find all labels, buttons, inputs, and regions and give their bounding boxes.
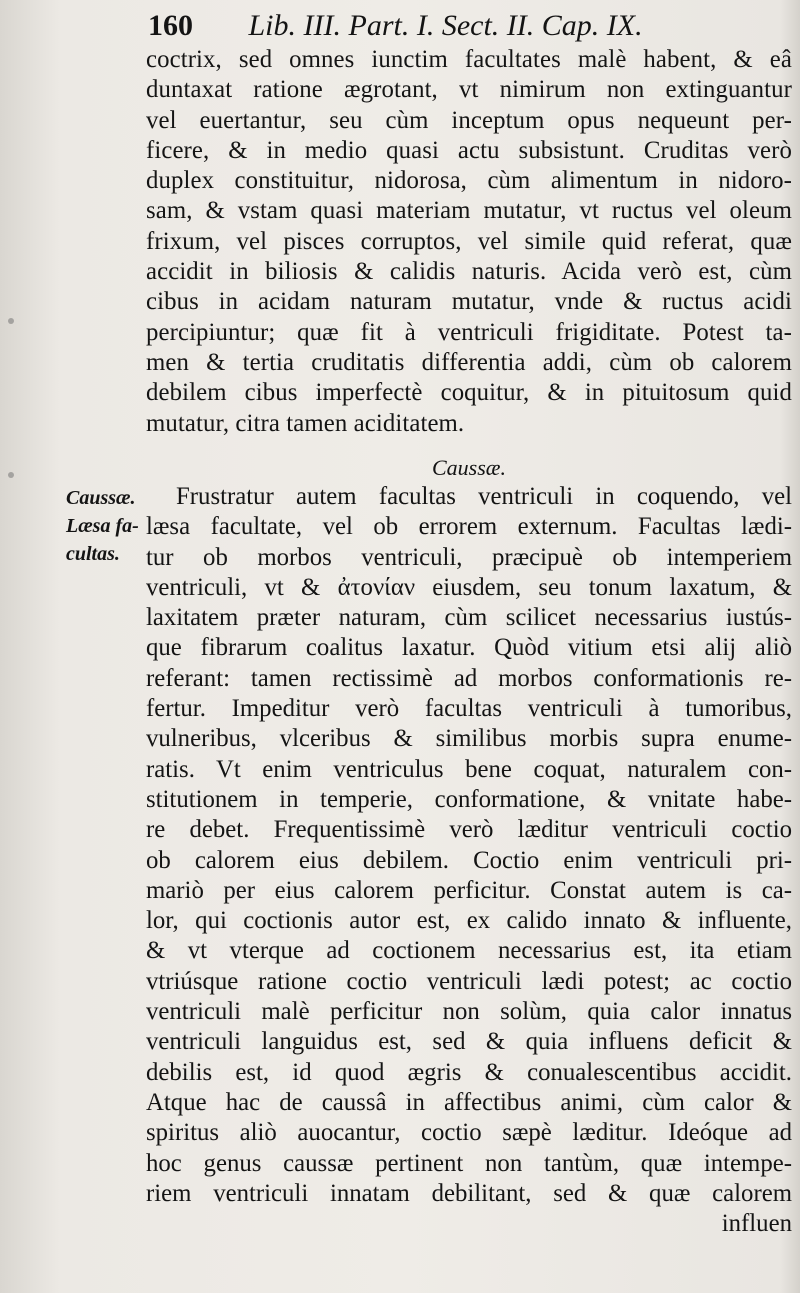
margin-note-laesa: Læsa fa- [66, 515, 139, 537]
text-line: hoc genus caussæ pertinent non tantùm, quæ intempe- [146, 1149, 792, 1177]
text-line: lor, qui coctionis autor est, ex calido innato & influente, [146, 907, 792, 935]
page-speck [8, 472, 14, 478]
text-line: debilem cibus imperfectè coquitur, & in pituitosum quid [146, 379, 792, 407]
top-paragraph [146, 45, 792, 439]
margin-note-cultas: cultas. [66, 543, 120, 565]
text-line: referant: tamen rectissimè ad morbos conformationis re- [146, 664, 792, 692]
page-speck [8, 318, 14, 324]
running-title: Lib. III. Part. I. Sect. II. Cap. IX. [248, 9, 643, 42]
margin-note-caussae: Caussæ. [66, 487, 136, 509]
text-line: stitutionem in temperie, conformatione, & vnitate habe- [146, 785, 792, 813]
text-line: Frustratur autem facultas ventriculi in coquendo, vel [176, 483, 792, 510]
text-line: ficere, & in medio quasi actu subsistunt. Cruditas verò [146, 136, 792, 164]
text-line: duplex constituitur, nidorosa, cùm alimentum in nidoro- [146, 167, 792, 195]
text-line: riem ventriculi innatam debilitant, sed & quæ calorem [146, 1179, 792, 1207]
text-line: læsa facultate, vel ob errorem externum. Facultas lædi- [146, 513, 792, 541]
text-line: fertur. Impeditur verò facultas ventriculi à tumoribus, [146, 695, 792, 723]
text-line: duntaxat ratione ægrotant, vt nimirum non extinguantur [146, 76, 792, 104]
section-heading: Caussæ. [432, 455, 506, 480]
text-line: mutatur, citra tamen aciditatem. [146, 409, 465, 437]
text-line: ventriculi, vt & ἀτονίαν eiusdem, seu tonum laxatum, & [146, 573, 792, 601]
text-line: re debet. Frequentissimè verò læditur ventriculi coctio [146, 816, 792, 844]
text-line: tur ob morbos ventriculi, præcipuè ob intemperiem [146, 543, 792, 571]
text-line: ventriculi malè perficitur non solùm, quia calor innatus [146, 998, 792, 1026]
text-line: Atque hac de caussâ in affectibus animi, cùm calor & [146, 1088, 792, 1116]
text-line: men & tertia cruditatis differentia addi, cùm ob calorem [146, 348, 792, 376]
text-line: frixum, vel pisces corruptos, vel simile quid referat, quæ [146, 227, 792, 255]
text-line: mariò per eius calorem perficitur. Constat autem is ca- [146, 876, 792, 904]
text-line: & vt vterque ad coctionem necessarius est, ita etiam [146, 937, 792, 965]
text-line: cibus in acidam naturam mutatur, vnde & ructus acidi [146, 288, 792, 316]
body-paragraph [146, 482, 792, 1239]
text-line: sam, & vstam quasi materiam mutatur, vt ructus vel oleum [146, 197, 792, 225]
text-line: vulneribus, vlceribus & similibus morbis supra enume- [146, 725, 792, 753]
text-line: accidit in biliosis & calidis naturis. Acida verò est, cùm [146, 258, 792, 286]
text-line: percipiuntur; quæ fit à ventriculi frigiditate. Potest ta- [146, 318, 792, 346]
page-number: 160 [148, 9, 193, 42]
text-line: laxitatem præter naturam, cùm scilicet necessarius iustús- [146, 604, 792, 632]
text-line: vel euertantur, seu cùm inceptum opus nequeunt per- [146, 106, 792, 134]
text-line: coctrix, sed omnes iunctim facultates malè habent, & eâ [146, 46, 792, 73]
catchword: influen [721, 1210, 792, 1238]
text-line: ventriculi languidus est, sed & quia influens deficit & [146, 1028, 792, 1056]
text-line: spiritus aliò auocantur, coctio sæpè læditur. Ideóque ad [146, 1119, 792, 1147]
running-header [148, 6, 798, 46]
text-line: debilis est, id quod ægris & conualescentibus accidit. [146, 1058, 792, 1086]
text-line: ratis. Vt enim ventriculus bene coquat, naturalem con- [146, 755, 792, 783]
text-line: que fibrarum coalitus laxatur. Quòd vitium etsi alij aliò [146, 634, 792, 662]
text-line: ob calorem eius debilem. Coctio enim ventriculi pri- [146, 846, 792, 874]
text-line: vtriúsque ratione coctio ventriculi lædi potest; ac coctio [146, 967, 792, 995]
